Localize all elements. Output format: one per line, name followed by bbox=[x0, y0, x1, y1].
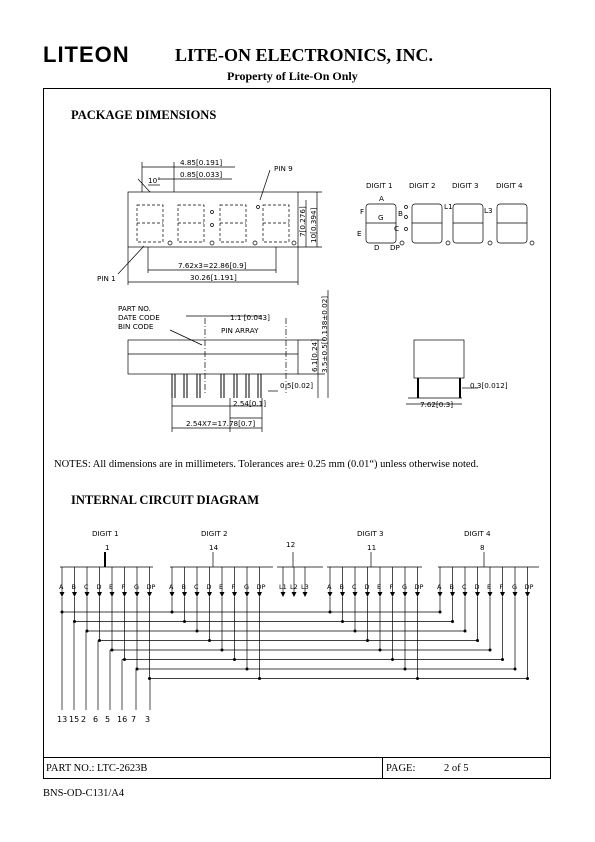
segment-label: DP bbox=[524, 583, 534, 591]
segment-label: DP bbox=[414, 583, 424, 591]
dim-label: 6.1[0.24] bbox=[310, 338, 319, 372]
segment-label: A bbox=[327, 583, 332, 591]
segment-label: E bbox=[219, 583, 224, 591]
segment-label: F bbox=[121, 583, 126, 591]
segment-label: D bbox=[474, 583, 480, 591]
segment-label: C bbox=[84, 583, 89, 591]
segment-label: E bbox=[357, 229, 362, 238]
segment-label: E bbox=[487, 583, 492, 591]
digit-pin: 11 bbox=[367, 543, 377, 552]
segment-label: L1 bbox=[444, 202, 453, 211]
segment-label: F bbox=[231, 583, 236, 591]
bottom-pin-number: 15 bbox=[69, 715, 80, 724]
segment-label: E bbox=[377, 583, 382, 591]
display-end-outline bbox=[414, 340, 464, 378]
bin-code-label: BIN CODE bbox=[118, 322, 154, 331]
colon-pin: 12 bbox=[286, 540, 296, 549]
segment-label: B bbox=[449, 583, 454, 591]
segment-label: A bbox=[379, 194, 384, 203]
segment-label: E bbox=[109, 583, 114, 591]
dim-label: 2.54[0.1] bbox=[233, 399, 267, 408]
dim-label: 10° bbox=[148, 176, 161, 185]
dim-label: 0.3[0.012] bbox=[470, 381, 508, 390]
segment-label: D bbox=[364, 583, 370, 591]
dim-label: 7.62[0.3] bbox=[420, 400, 454, 409]
front-digit-2 bbox=[178, 205, 204, 242]
dim-label: 7[0.276] bbox=[298, 206, 307, 237]
segment-label: F bbox=[360, 207, 365, 216]
digit-label: DIGIT 4 bbox=[464, 529, 491, 538]
segment-label: C bbox=[194, 583, 199, 591]
dim-label: 0.5[0.02] bbox=[280, 381, 314, 390]
segment-label: D bbox=[206, 583, 212, 591]
front-digit-3 bbox=[220, 205, 246, 242]
footer-column-divider bbox=[382, 757, 383, 779]
digit-pin: 1 bbox=[105, 543, 110, 552]
bottom-pin-number: 13 bbox=[57, 715, 68, 724]
front-digit-4 bbox=[263, 205, 289, 242]
internal-circuit-title: INTERNAL CIRCUIT DIAGRAM bbox=[71, 493, 259, 507]
segment-label: DP bbox=[146, 583, 156, 591]
digit-label: DIGIT 2 bbox=[201, 529, 228, 538]
segment-label: F bbox=[499, 583, 504, 591]
pin9-label: PIN 9 bbox=[274, 164, 293, 173]
company-logo: LITEON bbox=[43, 42, 130, 67]
bottom-pin-number: 6 bbox=[93, 715, 99, 724]
form-number: BNS-OD-C131/A4 bbox=[43, 788, 125, 799]
dim-label: 1.1 [0.043] bbox=[230, 313, 270, 322]
footer-divider bbox=[43, 757, 551, 758]
bottom-pin-number: 3 bbox=[145, 715, 151, 724]
digit-pin: 8 bbox=[480, 543, 485, 552]
package-dimensions-drawing bbox=[44, 150, 550, 450]
digit-label: DIGIT 3 bbox=[357, 529, 384, 538]
segment-label: A bbox=[59, 583, 64, 591]
pin-array-label: PIN ARRAY bbox=[221, 326, 259, 335]
property-note: Property of Lite-On Only bbox=[227, 69, 358, 83]
segment-label: B bbox=[71, 583, 76, 591]
dim-label: 4.85[0.191] bbox=[180, 158, 223, 167]
bottom-pin-number: 7 bbox=[131, 715, 137, 724]
segment-label: G bbox=[512, 583, 518, 591]
dim-label: 7.62x3=22.86[0.9] bbox=[178, 261, 247, 270]
segment-label: B bbox=[339, 583, 344, 591]
dim-label: 10[0.394] bbox=[309, 207, 318, 243]
page-label: PAGE: bbox=[386, 763, 416, 774]
colon-segment-label: L1 bbox=[279, 583, 287, 591]
segment-label: C bbox=[394, 224, 400, 233]
segment-label: G bbox=[244, 583, 250, 591]
company-name: LITE-ON ELECTRONICS, INC. bbox=[175, 45, 434, 65]
internal-circuit-diagram bbox=[44, 520, 550, 730]
segment-label: A bbox=[169, 583, 174, 591]
segment-label: G bbox=[378, 213, 384, 222]
front-digit-1 bbox=[137, 205, 163, 242]
notes-text: NOTES: All dimensions are in millimeters. Tolerances are± 0.25 mm (0.01“) unless otherwise noted. bbox=[54, 459, 479, 470]
dim-label: 30.26[1.191] bbox=[190, 273, 237, 282]
bottom-pin-number: 16 bbox=[117, 715, 128, 724]
bottom-pin-number: 5 bbox=[105, 715, 111, 724]
segment-label: DP bbox=[256, 583, 266, 591]
digit-label: DIGIT 1 bbox=[92, 529, 119, 538]
segment-label: B bbox=[181, 583, 186, 591]
bottom-pin-number: 2 bbox=[81, 715, 87, 724]
digit-pin: 14 bbox=[209, 543, 219, 552]
segment-label: F bbox=[389, 583, 394, 591]
page-number: 2 of 5 bbox=[444, 763, 469, 774]
digit-label: DIGIT 3 bbox=[452, 181, 479, 190]
digit-label: DIGIT 1 bbox=[366, 181, 393, 190]
segment-label: DP bbox=[390, 243, 400, 252]
segment-label: C bbox=[352, 583, 357, 591]
display-front-outline bbox=[128, 192, 298, 247]
pin1-label: PIN 1 bbox=[97, 274, 116, 283]
segment-label: L3 bbox=[484, 206, 493, 215]
dim-label: 2.54X7=17.78[0.7] bbox=[186, 419, 256, 428]
part-number: PART NO.: LTC-2623B bbox=[46, 763, 148, 774]
digit-label: DIGIT 4 bbox=[496, 181, 523, 190]
segment-label: G bbox=[402, 583, 408, 591]
segment-label: B bbox=[398, 209, 403, 218]
segment-label: A bbox=[437, 583, 442, 591]
dim-label: 0.85[0.033] bbox=[180, 170, 223, 179]
segment-label: D bbox=[374, 243, 380, 252]
segment-label: D bbox=[96, 583, 102, 591]
colon-segment-label: L3 bbox=[301, 583, 309, 591]
segment-label: C bbox=[462, 583, 467, 591]
dim-label: 3.5±0.5[0.138±0.02] bbox=[320, 295, 329, 373]
part-no-label: PART NO. bbox=[118, 304, 151, 313]
display-side-outline bbox=[128, 340, 298, 374]
segment-label: G bbox=[134, 583, 140, 591]
colon-segment-label: L2 bbox=[290, 583, 298, 591]
date-code-label: DATE CODE bbox=[118, 313, 160, 322]
digit-label: DIGIT 2 bbox=[409, 181, 436, 190]
package-dimensions-title: PACKAGE DIMENSIONS bbox=[71, 108, 217, 122]
